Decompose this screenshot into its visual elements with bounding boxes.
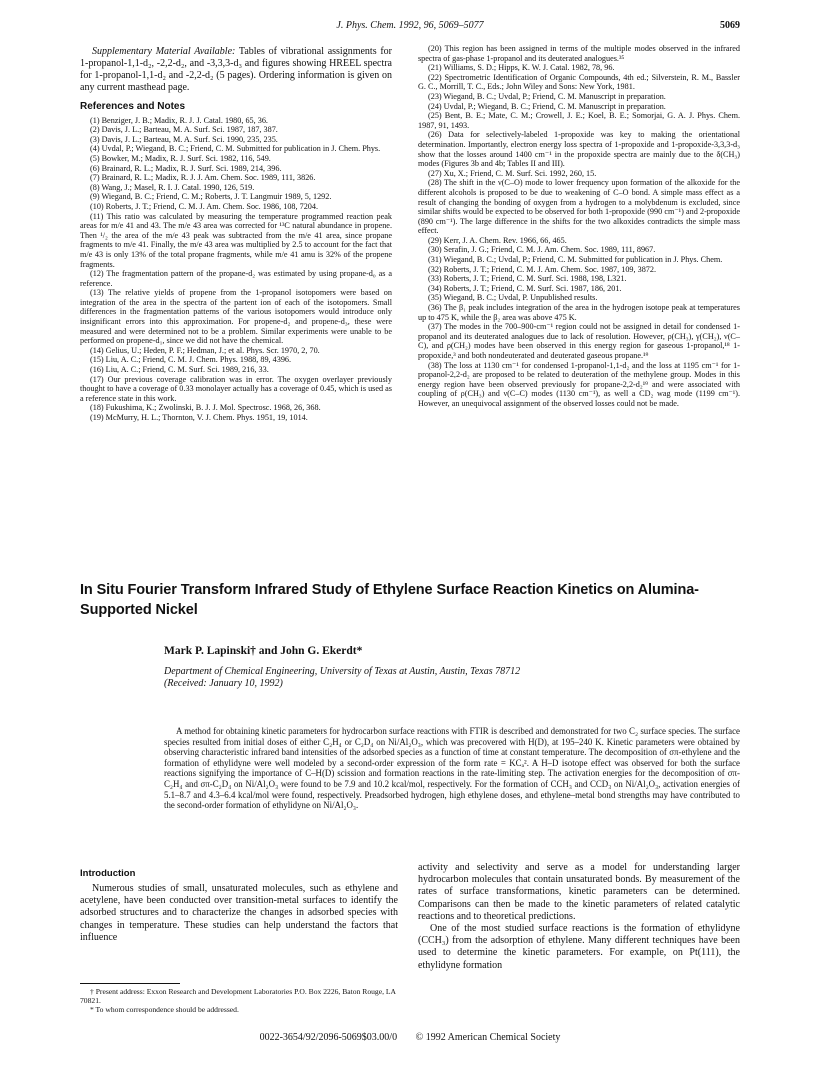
reference: (2) Davis, J. L.; Barteau, M. A. Surf. Sci. 1987, 187, 387. (90, 125, 278, 135)
reference: (25) Bent, B. E.; Mate, C. M.; Crowell, J. E.; Koel, B. E.; Somorjai, G. A. J. Phys. Chem. 1987, 91, 1493. (418, 111, 740, 130)
reference: (22) Spectrometric Identification of Organic Compounds, 4th ed.; Silverstein, R. M., Bassler G. C., Morrill, T. C., Eds.; John Wiley and Sons: New York, 1981. (418, 72, 740, 92)
reference: (12) The fragmentation pattern of the propane-d₂ was estimated by using propane-d₀ as a reference. (80, 269, 392, 288)
reference: (26) Data for selectively-labeled 1-propoxide was key to making the orientational determination. Importantly, electron energy loss spectra of 1-propoxide and 1-propoxide-3,3,3-d₃ show that the losses around 1400 cm⁻¹ in the propoxide spectra are mainly due to the δ(CH₃) modes (Figures 3b and 4b; Tables II and III). (418, 130, 740, 169)
introduction-heading: Introduction (80, 868, 136, 879)
article-authors: Mark P. Lapinski† and John G. Ekerdt* (164, 645, 363, 657)
author-affiliation-block (164, 666, 724, 690)
reference: (35) Wiegand, B. C.; Uvdal, P. Unpublished results. (428, 293, 598, 303)
reference: (8) Wang, J.; Masel, R. I. J. Catal. 1990, 126, 519. (90, 182, 255, 192)
reference: (24) Uvdal, P.; Wiegand, B. C.; Friend, C. M. Manuscript in preparation. (428, 101, 666, 111)
page-number: 5069 (720, 20, 740, 31)
reference: (30) Serafin, J. G.; Friend, C. M. J. Am. Chem. Soc. 1989, 111, 8967. (428, 245, 656, 255)
page-footer (80, 1032, 740, 1043)
reference: (9) Wiegand, B. C.; Friend, C. M.; Roberts, J. T. Langmuir 1989, 5, 1292. (90, 192, 332, 202)
reference: (14) Gelius, U.; Heden, P. F.; Hedman, J.; et al. Phys. Scr. 1970, 2, 70. (90, 345, 320, 355)
footnote: † Present address: Exxon Research and Development Laboratories P.O. Box 2226, Baton Rouge, LA 70821. (80, 987, 396, 1005)
affiliation: Department of Chemical Engineering, University of Texas at Austin, Austin, Texas 78712 (164, 666, 521, 677)
introduction-paragraph: One of the most studied surface reactions is the formation of ethylidyne (CCH₃) from the adsorption of ethylene. Many different techniques have been used to determine the kinetic parameters. For example, on Pt(111), the ethylidyne formation (418, 923, 740, 971)
reference: (36) The β₁ peak includes integration of the area in the hydrogen isotope peak at temperatures up to 475 K, while the β₂ area was above 475 K. (418, 303, 740, 322)
reference: (3) Davis, J. L.; Barteau, M. A. Surf. Sci. 1990, 235, 235. (90, 134, 278, 144)
reference: (28) The shift in the ν(C–O) mode to lower frequency upon formation of the alkoxide for the different alcohols is proposed to be due to weakening of C–O bond. A simple mass effect as a result of changing the bonding of oxygen from a hydrogen to a molybdenum is excluded, since similar shifts would be expected to be observed for both 1-propoxide (990 cm⁻¹) and 2-propoxide (890 cm⁻¹). The large difference in the shifts for the two alkoxides contradicts the simple mass effect. (418, 178, 740, 236)
footnote-divider (80, 983, 180, 984)
article-code: 0022-3654/92/2096-5069$03.00/0 (259, 1032, 398, 1043)
left-column (80, 46, 392, 423)
reference: (4) Uvdal, P.; Wiegand, B. C.; Friend, C. M. Submitted for publication in J. Chem. Phys. (90, 144, 381, 154)
references-list-right (418, 44, 740, 409)
article-title: In Situ Fourier Transform Infrared Study of Ethylene Surface Reaction Kinetics on Alumina-Supported Nickel (80, 582, 699, 618)
references-heading: References and Notes (80, 101, 186, 112)
running-head (80, 20, 740, 34)
introduction-paragraph: activity and selectivity and serve as a model for understanding larger hydrocarbon molecules that contain unsaturated bonds. By measurement of the rates of surface transformations, kinetic parameters can be determined. Comparisons can then be made to the kinetic parameters of related catalytic reactions and to theoretical predictions. (418, 862, 740, 922)
reference: (23) Wiegand, B. C.; Uvdal, P.; Friend, C. M. Manuscript in preparation. (428, 91, 666, 101)
footnotes (80, 987, 398, 1014)
reference: (31) Wiegand, B. C.; Uvdal, P.; Friend, C. M. Submitted for publication in J. Phys. Chem. (428, 255, 723, 265)
reference: (6) Brainard, R. L.; Madix, R. J. Surf. Sci. 1989, 214, 396. (90, 163, 282, 173)
reference: (32) Roberts, J. T.; Friend, C. M. J. Am. Chem. Soc. 1987, 109, 3872. (428, 264, 657, 274)
reference: (10) Roberts, J. T.; Friend, C. M. J. Am. Chem. Soc. 1986, 108, 7204. (90, 201, 319, 211)
reference: (38) The loss at 1130 cm⁻¹ for condensed 1-propanol-1,1-d₂ and the loss at 1195 cm⁻¹ for 1-propanol-2,2-d₂ are proposed to be related to deuteration of the methylene group. Modes in this energy region have been observed previously for propane-2,2-d₂¹⁹ and were associated with coupling of ρ(CH₃) and ν(C–C) modes (1130 cm⁻¹), as well a CD₂ wag mode (1199 cm⁻¹). However, an unequivocal assignment of the observed losses could not be made. (418, 360, 740, 408)
abstract: A method for obtaining kinetic parameters for hydrocarbon surface reactions with FTIR is described and demonstrated for two C₂ surface species. The surface species resulted from initial doses of either C₂H₄ or C₂D₄ on Ni/Al₂O₃, which was precovered with H(D), at 195–240 K. Kinetic parameters were obtained by observing characteristic infrared band intensities of the adsorbed species as a function of time at constant temperature. The decomposition of σπ-ethylene and the formation of ethylidyne were well modeled by a second-order expression of the form rate = KCₐ². A H–D isotope effect was observed for both the surface reactions signifying the importance of C–H(D) scission and formation reactions in the rate-limiting step. The activation energies for the decomposition of σπ-C₂H₄ and σπ-C₂D₄ on Ni/Al₂O₃ were found to be 7.9 and 10.2 kcal/mol, respectively. For the formation of CCH₃ and CCD₃ on Ni/Al₂O₃, activation energies of 5.1–8.7 and 4.3–6.4 kcal/mol were found, respectively. Preadsorbed hydrogen, high ethylene doses, and ethylene–metal bond strengths may have contributed to the second-order formation of ethylidyne on Ni/Al₂O₃. (164, 726, 740, 811)
supplementary-material (80, 46, 392, 94)
copyright: © 1992 American Chemical Society (415, 1032, 561, 1043)
introduction-text-left: Numerous studies of small, unsaturated molecules, such as ethylene and acetylene, have been conducted over transition-metal surfaces to identify the adsorbed structures and to characterize the changes in adsorbed species with changes in temperature. These studies can help understand the factors that influence (80, 883, 398, 943)
received-date: (Received: January 10, 1992) (164, 678, 283, 689)
reference: (1) Benziger, J. B.; Madix, R. J. J. Catal. 1980, 65, 36. (90, 115, 268, 125)
reference: (5) Bowker, M.; Madix, R. J. Surf. Sci. 1982, 116, 549. (90, 153, 271, 163)
reference: (18) Fukushima, K.; Zwolinski, B. J. J. Mol. Spectrosc. 1968, 26, 368. (90, 403, 321, 413)
reference: (20) This region has been assigned in terms of the multiple modes observed in the infrared spectra of gas-phase 1-propanol and its deuterated analogues.³⁵ (418, 44, 740, 63)
reference: (16) Liu, A. C.; Friend, C. M. Surf. Sci. 1989, 216, 33. (90, 365, 269, 375)
reference: (15) Liu, A. C.; Friend, C. M. J. Chem. Phys. 1988, 89, 4396. (90, 355, 292, 365)
footnote: * To whom correspondence should be addressed. (90, 1005, 239, 1014)
supplementary-text: Tables of vibrational assignments for 1-propanol-1,1-d₂, -2,2-d₂, and -3,3,3-d₃ and figures showing HREEL spectra for 1-propanol-1,1-d₂ and -2,2-d₂ (5 pages). Ordering information is given on any current masthead page. (80, 46, 392, 93)
journal-citation: J. Phys. Chem. 1992, 96, 5069–5077 (336, 20, 484, 31)
reference: (13) The relative yields of propene from the 1-propanol isotopomers were based on integration of the area in the spectra of the partent ion of each of the isotopomers. Small differences in the fragmentation patterns of the various isotopomers would introduce only insignificant errors into this approximation. For propene-d₂ and propene-d₃, these were measured and were determined not to be a problem. Similar experiments were unable to be performed on propene-d₁, since we did not have the chemical. (80, 288, 392, 346)
reference: (21) Williams, S. D.; Hipps, K. W. J. Catal. 1982, 78, 96. (428, 63, 615, 73)
right-column (418, 44, 740, 409)
references-list-left (80, 116, 392, 423)
reference: (33) Roberts, J. T.; Friend, C. M. Surf. Sci. 1988, 198, L321. (428, 274, 627, 284)
reference: (27) Xu, X.; Friend, C. M. Surf. Sci. 1992, 260, 15. (428, 168, 597, 178)
reference: (17) Our previous coverage calibration was in error. The oxygen overlayer previously thought to have a coverage of 0.33 monolayer actually has a coverage of 0.45, which is used as a reference state in this work. (80, 374, 392, 403)
reference: (37) The modes in the 700–900-cm⁻¹ region could not be assigned in detail for condensed 1-propanol and its deuterated analogues due to lack of resolution. However, ρ(CH₃), γ(CH₂), ν(C–C), and ρ(CH₂) modes have been observed in this energy region for gaseous 1-propanol,¹⁸ 1-propoxide,³ and both nondeuterated and deuterated gaseous propane.¹⁹ (418, 322, 740, 360)
reference: (11) This ratio was calculated by measuring the temperature programmed reaction peak areas for m/e 41 and 43. The m/e 43 area was corrected for ¹³C natural abundance in propene. Then ¹/₂ the area of the m/e 43 peak was subtracted from the m/e 41 area, since propane fragments to m/e 41. Finally, the m/e 43 area was multiplied by 2.5 to account for the fact that m/e 43 is only 13% of the total propane fragments, while m/e 41 amu is 32% of the propene fragments. (80, 211, 392, 269)
introduction-text-right (418, 862, 740, 972)
reference: (29) Kerr, J. A. Chem. Rev. 1966, 66, 465. (428, 235, 567, 245)
reference: (34) Roberts, J. T.; Friend, C. M. Surf. Sci. 1987, 186, 201. (428, 283, 622, 293)
reference: (7) Brainard, R. L.; Madix, R. J. J. Am. Chem. Soc. 1989, 111, 3826. (90, 173, 316, 183)
supplementary-lead: Supplementary Material Available: (92, 46, 236, 57)
reference: (19) McMurry, H. L.; Thornton, V. J. Chem. Phys. 1951, 19, 1014. (90, 413, 308, 422)
